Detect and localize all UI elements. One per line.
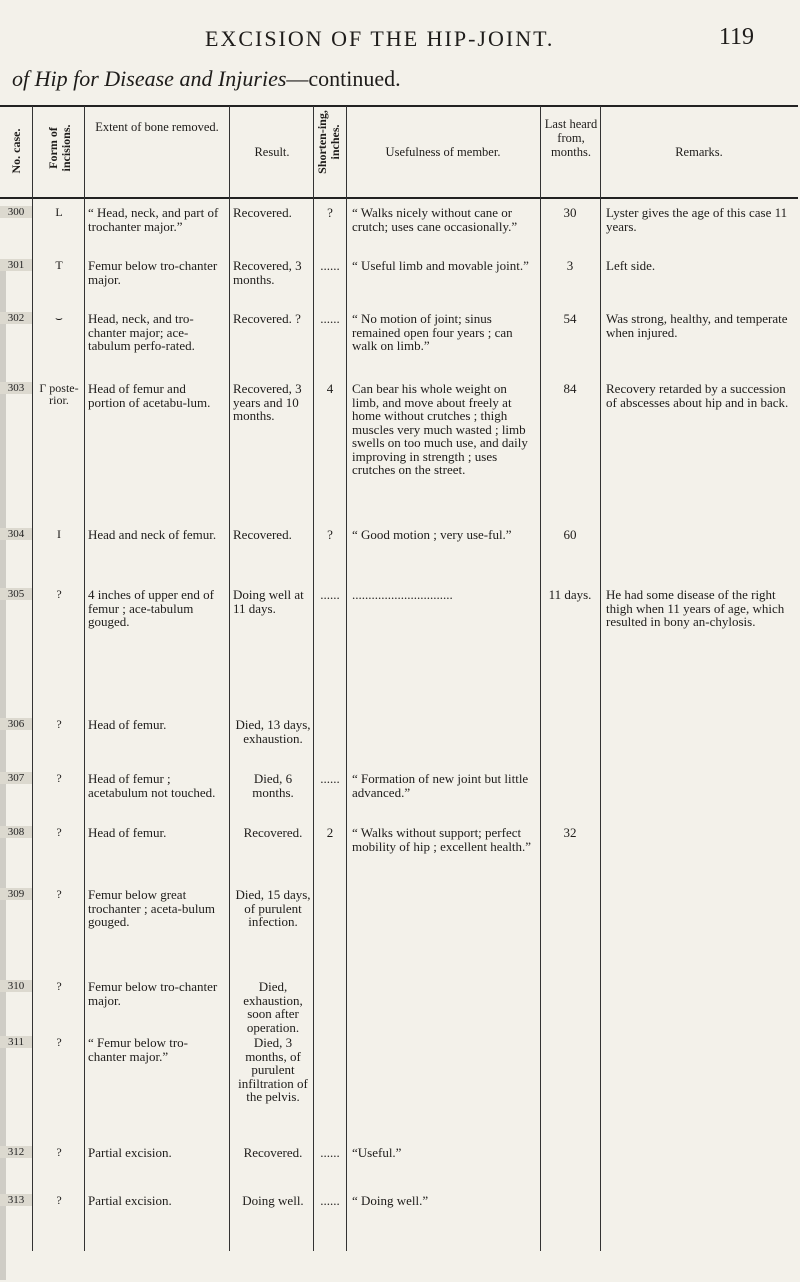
last-heard: 54 <box>563 311 577 326</box>
shortening: ...... <box>320 587 340 602</box>
case-number: 300 <box>0 206 32 218</box>
incision-form: ? <box>56 1035 62 1049</box>
incision-form: ? <box>56 587 62 601</box>
header-remarks: Remarks. <box>675 145 723 159</box>
usefulness: “ No motion of joint; sinus remained open four years ; can walk on limb.” <box>352 311 513 353</box>
usefulness: “ Walks without support; perfect mobility of hip ; excellent health.” <box>352 825 532 854</box>
result: Recovered. <box>233 527 292 542</box>
remarks: Recovery retarded by a succession of abscesses about hip and in back. <box>606 381 789 410</box>
running-head <box>0 26 800 56</box>
header-shortening-text: Shorten-ing, inches. <box>315 110 342 174</box>
case-number: 304 <box>0 528 32 540</box>
incision-form: L <box>55 205 63 219</box>
incision-form: ? <box>56 887 62 901</box>
bone-extent: Partial excision. <box>88 1145 172 1160</box>
bone-extent: Femur below tro-chanter major. <box>88 258 218 287</box>
incision-form: ? <box>56 771 62 785</box>
case-number: 306 <box>0 718 32 730</box>
incision-form: ? <box>56 1145 62 1159</box>
result: Recovered, 3 years and 10 months. <box>233 381 302 423</box>
col-divider <box>313 106 314 1251</box>
usefulness: Can bear his whole weight on limb, and move about freely at home without crutches ; thigh muscles very much wasted ; limb swells on too much use, and daily improving in strength ; uses crutches on the street. <box>352 381 528 477</box>
case-number: 301 <box>0 259 32 271</box>
case-number: 311 <box>0 1036 32 1048</box>
usefulness: “ Walks nicely without cane or crutch; uses cane occasionally.” <box>352 205 518 234</box>
shortening: ? <box>327 205 333 220</box>
result: Recovered. <box>233 205 292 220</box>
header-extent: Extent of bone removed. <box>95 120 219 134</box>
usefulness: “ Useful limb and movable joint.” <box>352 258 529 273</box>
last-heard: 84 <box>563 381 577 396</box>
result: Died, 6 months. <box>252 771 294 800</box>
shortening: ...... <box>320 1193 340 1208</box>
shortening: ...... <box>320 771 340 786</box>
header-form-incisions <box>47 110 73 186</box>
usefulness: “Useful.” <box>352 1145 402 1160</box>
bone-extent: Head and neck of femur. <box>88 527 217 542</box>
table-title-italic-1: of Hip <box>12 66 68 91</box>
bone-extent: Femur below great trochanter ; aceta-bulum gouged. <box>88 887 216 929</box>
header-shortening <box>316 102 342 182</box>
header-last-heard: Last heard from, months. <box>544 117 598 159</box>
remarks: Left side. <box>606 258 656 273</box>
shortening: ...... <box>320 258 340 273</box>
last-heard: 32 <box>563 825 577 840</box>
bone-extent: Head of femur ; acetabulum not touched. <box>88 771 216 800</box>
bone-extent: Head of femur. <box>88 717 167 732</box>
result: Died, exhaustion, soon after operation. <box>243 979 303 1035</box>
incision-form: ? <box>56 979 62 993</box>
incision-form: ⌣ <box>55 311 63 325</box>
result: Died, 15 days, of purulent infection. <box>235 887 311 929</box>
table-title-suffix: —continued. <box>286 66 401 91</box>
shortening: 2 <box>326 825 334 840</box>
last-heard: 30 <box>563 205 577 220</box>
incision-form: T <box>55 258 63 272</box>
bone-extent: “ Femur below tro-chanter major.” <box>88 1035 189 1064</box>
header-no-case: No. case. <box>9 128 23 174</box>
incision-form: Γ poste-rior. <box>39 381 79 407</box>
incision-form: I <box>57 527 61 541</box>
remarks: Lyster gives the age of this case 11 years. <box>606 205 788 234</box>
page-number: 119 <box>718 24 754 50</box>
bone-extent: Partial excision. <box>88 1193 172 1208</box>
bone-extent: Head, neck, and tro-chanter major; ace-tabulum perfo-rated. <box>88 311 195 353</box>
shortening: ...... <box>320 311 340 326</box>
page-edge-shadow <box>0 260 6 1280</box>
last-heard: 11 days. <box>548 587 592 602</box>
table-top-rule <box>0 105 798 107</box>
col-divider <box>346 106 347 1251</box>
shortening: ? <box>327 527 333 542</box>
header-result: Result. <box>254 145 290 159</box>
case-number: 308 <box>0 826 32 838</box>
result: Recovered. <box>243 825 303 840</box>
bone-extent: Head of femur. <box>88 825 167 840</box>
case-number: 313 <box>0 1194 32 1206</box>
result: Doing well. <box>242 1193 304 1208</box>
result: Died, 13 days, exhaustion. <box>235 717 311 746</box>
result: Doing well at 11 days. <box>233 587 304 616</box>
usefulness: ............................... <box>352 588 453 602</box>
shortening: 4 <box>326 381 334 396</box>
table-title-italic-2: for Disease and Injuries <box>73 66 287 91</box>
remarks: He had some disease of the right thigh when 11 years of age, which resulted in bony an-chylosis. <box>606 587 785 629</box>
case-number: 305 <box>0 588 32 600</box>
bone-extent: Head of femur and portion of acetabu-lum. <box>88 381 211 410</box>
usefulness: “ Doing well.” <box>352 1193 429 1208</box>
col-divider <box>84 106 85 1251</box>
result: Died, 3 months, of purulent infiltration of the pelvis. <box>238 1035 308 1104</box>
case-number: 307 <box>0 772 32 784</box>
case-number: 309 <box>0 888 32 900</box>
case-number: 310 <box>0 980 32 992</box>
last-heard: 3 <box>566 258 574 273</box>
bone-extent: “ Head, neck, and part of trochanter major.” <box>88 205 219 234</box>
usefulness: “ Formation of new joint but little advanced.” <box>352 771 529 800</box>
col-divider <box>600 106 601 1251</box>
incision-form: ? <box>56 717 62 731</box>
case-number: 303 <box>0 382 32 394</box>
header-usefulness: Usefulness of member. <box>385 145 501 159</box>
header-bottom-rule <box>0 197 798 199</box>
col-divider <box>32 106 33 1251</box>
bone-extent: Femur below tro-chanter major. <box>88 979 218 1008</box>
usefulness: “ Good motion ; very use-ful.” <box>352 527 512 542</box>
case-number: 302 <box>0 312 32 324</box>
remarks: Was strong, healthy, and temperate when injured. <box>606 311 788 340</box>
last-heard: 60 <box>563 527 577 542</box>
result: Recovered, 3 months. <box>233 258 302 287</box>
col-divider <box>540 106 541 1251</box>
header-form-incisions-text: Form of incisions. <box>46 124 73 172</box>
incision-form: ? <box>56 1193 62 1207</box>
shortening: ...... <box>320 1145 340 1160</box>
result: Recovered. <box>243 1145 303 1160</box>
result: Recovered. ? <box>233 311 301 326</box>
running-head-title: EXCISION OF THE HIP-JOINT. <box>205 26 555 51</box>
col-divider <box>229 106 230 1251</box>
table-title <box>12 66 401 92</box>
case-number: 312 <box>0 1146 32 1158</box>
incision-form: ? <box>56 825 62 839</box>
bone-extent: 4 inches of upper end of femur ; ace-tabulum gouged. <box>88 587 214 629</box>
